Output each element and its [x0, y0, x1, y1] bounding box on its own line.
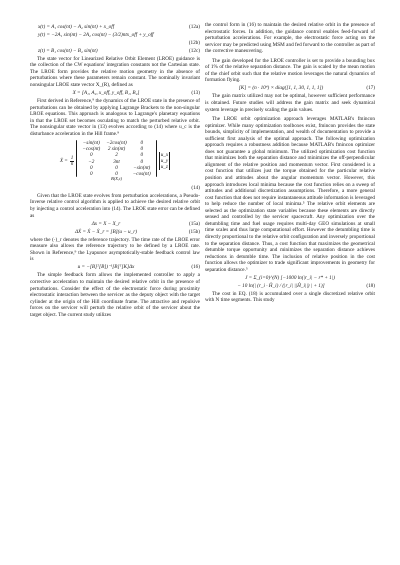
b-cell: 0	[140, 140, 144, 147]
equation-18-line1-expr: J = Σ_(i=0)^(N) [−1000 ln(|r_i| − r* + 1|)	[245, 274, 335, 281]
left-column	[30, 22, 200, 318]
b-cell: −2	[88, 158, 95, 165]
b-cell: 0	[140, 152, 144, 159]
equation-13	[30, 90, 200, 97]
equation-15a-expr: Δx = X − X_r	[91, 220, 121, 227]
equation-17	[205, 85, 375, 92]
b-cell: 2	[115, 152, 118, 159]
paragraph-feedback-form: The simple feedback form allows the implemented controller to apply a corrective acceleration to maintain the desired relative orbit in the presence of perturbations. Consider the effect of the electrostatic force during proximity electrostatic interaction between the servicer as the deputy object with the target cylinder at the origin of the Hill coordinate frame. The attractive and repulsive forces on the servicer will perturb the relative orbit of the servicer about the target object. The current study utilizes	[30, 272, 200, 318]
equation-14-number: (14)	[191, 185, 200, 192]
b-cell: 0	[90, 164, 93, 171]
b-cell: −2cos(nt)	[106, 140, 127, 147]
equation-12b-expr: y(t) = −2A₁ sin(nt) − 2A₂ cos(nt) − (3/2)ntx_off + y_off	[38, 31, 154, 38]
equation-13-number: (13)	[191, 89, 200, 96]
b-matrix	[76, 140, 156, 177]
b-cell: 0	[115, 170, 118, 177]
equation-16-expr: u = −[B]ᵀ[B])⁻¹[B]ᵀ[K]Δx	[77, 264, 135, 271]
equation-12b	[30, 32, 200, 39]
equation-17-number: (17)	[366, 85, 375, 92]
b-matrix-col2	[106, 140, 127, 177]
b-matrix-wrapper	[76, 140, 156, 182]
equation-12a-expr: x(t) = A₁ cos(nt) − A₂ sin(nt) + x_off	[38, 23, 115, 30]
equation-16-number: (16)	[191, 264, 200, 271]
paragraph-reference-trajectory: where the (·)_r denotes the reference trajectory. The time rate of the LROE error measure also allows the reference trajectory to be defined by a LROE rate. Shown in Reference,⁹ the Lyapunov asymptotically-stable feedback control law is	[30, 236, 200, 263]
equation-15a	[30, 221, 200, 228]
paragraph-gain-matrix: The gain matrix utilized may not be optimal, however sufficient performance is obtained. Future studies will address the gain matrix and seek dynamical system leverage in precisely scaling the gain values.	[205, 93, 375, 113]
equation-18-line2-expr: − 10 ln(| (r_i · Ĥ_i) / (|r_i| ||Ĥ_i||) | + 1)]	[237, 282, 325, 289]
equation-18-number: (18)	[366, 282, 375, 289]
b-matrix-col3	[133, 140, 151, 177]
underbrace-label: B(X,t)	[110, 175, 123, 181]
equation-14	[30, 140, 200, 192]
b-cell: 0	[115, 164, 118, 171]
b-cell: 0	[90, 170, 93, 177]
b-cell: −sin(nt)	[133, 164, 151, 171]
equation-12c	[30, 48, 200, 55]
paragraph-cost: The cost in EQ. (18) is accumulated over a single discretized relative orbit with N time segments. This study	[205, 290, 375, 304]
b-cell: −cos(nt)	[132, 170, 151, 177]
equation-16	[30, 264, 200, 271]
b-cell: −cos(nt)	[82, 146, 101, 153]
right-column	[205, 22, 375, 304]
matrix-equation	[30, 140, 200, 182]
matrix-lhs: Ẋ =	[59, 158, 68, 165]
paragraph-optimization: The LROE orbit optimization approach leverages MATLAB's fmincon optimizer. While many optimization toolboxes exist, fmincon provides the state bounds, simplicity of implementation, and wealth of documentation to provide a sufficient first analysis of the optimal approach. The following optimization approach requires a robustness addition because MATLAB's fmincon optimizer does not guarantee a global minimum. The utilized optimization cost function that minimizes both the separation distance and minimizes the off-perpendicular alignment of the relative position and momentum vector. First considered is a cost function that utilizes just the torque obtained for the particular relative position and attitudes about the angular momentum vector. However, this approach introduces local minima because the cost function relies on a sweep of attitudes and additional discretization assumptions. Therefore, a more general cost function that does not require instantaneous attitude information is leveraged to help reduce the number of local minima.⁵ The relative orbit elements are selected as the optimization state variables because these elements are directly sensed and controlled by the servicer spacecraft. Any optimization over the detumbling time and fuel usage requires multi-day GEO simulations at small time scales and thus large computational effort. However the detumbling time is directly proportional to the relative orbit configuration and inversely proportional to the separation distance. Thus, a cost function that maximizes the geometrical detumble torque opportunity and minimizes the separation distance achieves reductions in detumble time. The inclusion of relative position in the cost function allows the optimizer to trade significant improvements in geometry for separation distance.⁵	[205, 116, 375, 273]
disturbance-vector	[159, 152, 171, 170]
b-matrix-col1	[82, 140, 100, 177]
equation-12a-number: (12a)	[189, 23, 200, 30]
equation-12c-expr: z(t) = B₁ cos(nt) − B₂ sin(nt)	[38, 47, 98, 54]
equation-15b-expr: ΔẊ = Ẋ − Ẋ_r = [B](u − u_r)	[74, 228, 137, 235]
paragraph-control-form: the control form in (16) to maintain the desired relative orbit in the presence of electrostatic forces. In addition, the guidance control enables feed-forward of perturbation accelerations. For example, the electrostatic force acting on the servicer may be predicted using MSM and fed forward to the controller as part of the corrective maneuvering.	[205, 22, 375, 55]
b-cell: 0	[90, 152, 93, 159]
b-cell: 0	[140, 158, 144, 165]
equation-13-expr: X = [A₁, A₂, x_off, y_off, B₁, B₂]	[72, 89, 140, 96]
coefficient-denominator: n	[70, 160, 74, 167]
matrix-coefficient	[70, 156, 75, 167]
b-cell: −sin(nt)	[82, 140, 100, 147]
b-cell: 3nt	[113, 158, 120, 165]
equation-15a-number: (15a)	[189, 220, 200, 227]
equation-12b-number: (12b)	[188, 39, 200, 46]
vector-entry: u_x	[160, 152, 169, 159]
equation-18-line2	[205, 283, 375, 290]
coefficient-numerator: 1	[70, 154, 74, 161]
paragraph-pseudo-inverse: Given that the LROE state evolves from perturbation accelerations, a Pseudo-Inverse relative control algorithm is applied to achieve the desired relative orbit by injecting a control acceleration into (14). The LROE state error can be defined as	[30, 192, 200, 219]
equation-12c-number: (12c)	[189, 47, 200, 54]
vector-entry: u_y	[160, 158, 169, 165]
equation-15b	[30, 229, 200, 236]
equation-18-line1	[205, 275, 375, 282]
equation-15b-number: (15b)	[188, 228, 200, 235]
vector-entry: u_z	[160, 164, 168, 171]
paragraph-gain: The gain developed for the LROE controller is set to provide a bounding box of 1% of the relative separation distance. The gain is scaled by the mean motion of the chief orbit such that the relative motion leverages the natural dynamics of formation flying.	[205, 57, 375, 84]
paragraph-state-vector: The state vector for Linearized Relative Orbit Element (LROE) guidance is the collection of the CW equations' integration constants not the Cartesian state. The LROE form provides the relative motion geometry in the absence of perturbations where these parameters remain constant. The nominally invariant nonsingular LROE state vector X_(R), defined as	[30, 55, 200, 88]
b-cell: 0	[140, 146, 144, 153]
b-cell: 2 sin(nt)	[107, 146, 126, 153]
paragraph-lroe-dynamics: First derived in Reference,⁹ the dynamics of the LROE state in the presence of perturbations can be obtained by applying Lagrange Brackets to the non-singular LROE equations. This approach is analogous to Lagrange's planetary equations in that the LROE set becomes osculating to match the perturbed relative orbit. The nonsingular state vector in (13) evolves according to (14) where u_c is the disturbance acceleration in the Hill frame.⁹	[30, 97, 200, 137]
equation-12a	[30, 24, 200, 31]
equation-17-expr: [K] = (n · 10⁴) × diag([1, 1, 30, 1, 1, 1])	[238, 85, 324, 92]
